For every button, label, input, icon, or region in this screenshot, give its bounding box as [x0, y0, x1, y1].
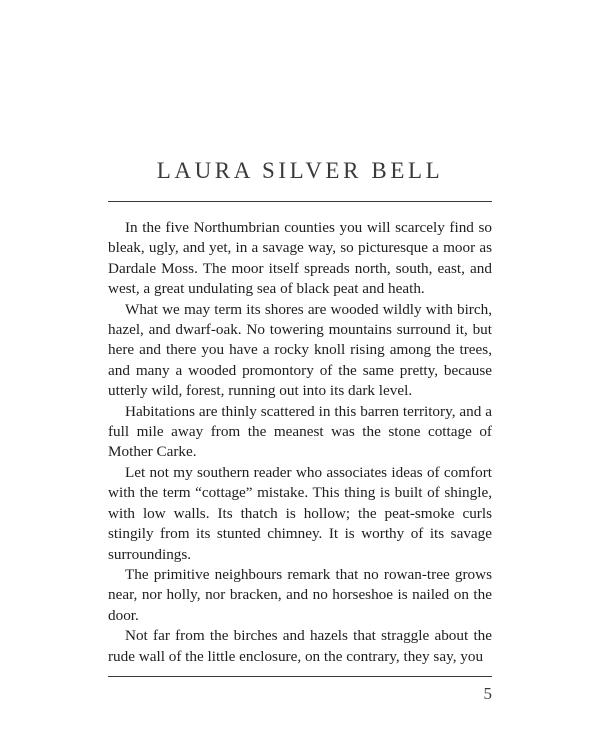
page-number: 5 [483, 684, 492, 703]
paragraph: Habitations are thinly scattered in this barren territory, and a full mile away from the meanest was the stone cottage of Mother Carke. [108, 402, 492, 461]
paragraph: The primitive neighbours remark that no rowan-tree grows near, nor holly, nor bracken, and no horseshoe is nailed on the door. [108, 565, 492, 624]
chapter-title: LAURA SILVER BELL [156, 158, 444, 183]
chapter-body [108, 218, 492, 667]
paragraph: In the five Northumbrian counties you will scarcely find so bleak, ugly, and yet, in a savage way, so picturesque a moor as Dardale Moss. The moor itself spreads north, south, east, and west, a great undulating sea of black peat and heath. [108, 219, 492, 298]
paragraph: Let not my southern reader who associates ideas of comfort with the term “cottage” mistake. This thing is built of shingle, with low walls. Its thatch is hollow; the peat-smoke curls stingily from its stunted chimney. It is worthy of its savage surroundings. [108, 463, 492, 563]
footer-divider [108, 676, 492, 677]
paragraph: Not far from the birches and hazels that straggle about the rude wall of the little enclosure, on the contrary, they say, you [108, 627, 492, 665]
title-divider [108, 201, 492, 202]
paragraph: What we may term its shores are wooded wildly with birch, hazel, and dwarf-oak. No towering mountains surround it, but here and there you have a rocky knoll rising among the trees, and many a wooded promontory of the same pretty, because utterly wild, forest, running out into its dark level. [108, 300, 492, 400]
